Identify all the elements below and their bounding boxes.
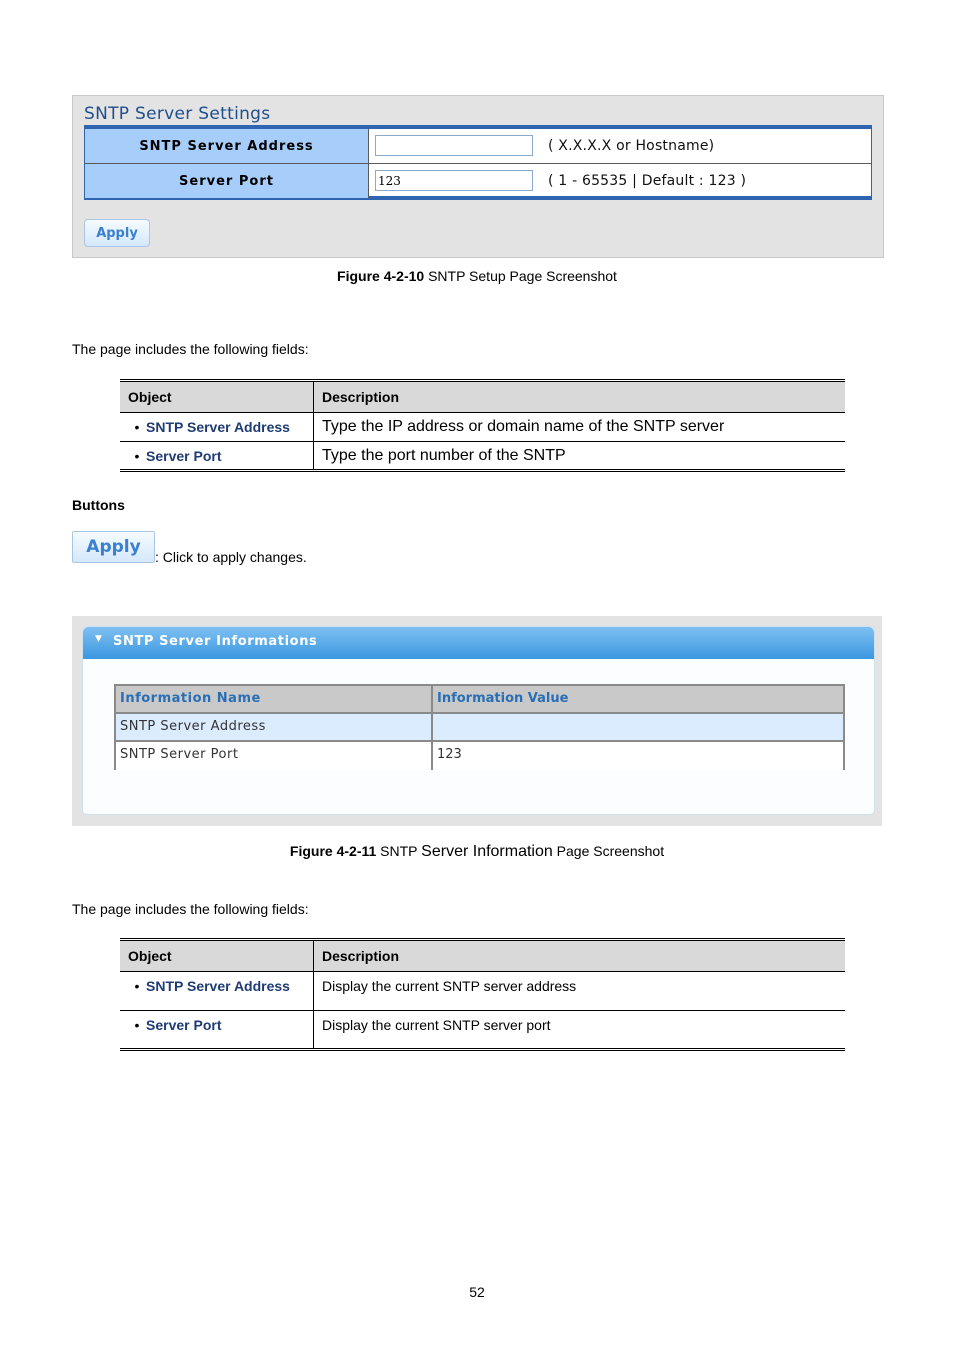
- bullet-icon: •: [134, 978, 140, 994]
- settings-table: [84, 125, 872, 200]
- server-port-input[interactable]: [375, 170, 533, 191]
- figure-caption-text: SNTP: [376, 843, 422, 859]
- bullet-icon: •: [134, 447, 140, 464]
- bullet-icon: •: [134, 1017, 140, 1033]
- info-value: [433, 714, 843, 740]
- object-description: Type the port number of the SNTP: [322, 446, 566, 464]
- table-row: [120, 442, 845, 471]
- table-row: [120, 972, 845, 1011]
- table-row: [116, 742, 843, 770]
- object-description: Type the IP address or domain name of the SNTP server: [314, 413, 846, 442]
- intro-paragraph: The page includes the following fields:: [72, 901, 309, 917]
- server-port-label: Server Port: [85, 164, 369, 198]
- object-name: Server Port: [146, 447, 222, 464]
- info-panel-header[interactable]: [83, 627, 874, 659]
- object-name: SNTP Server Address: [146, 419, 290, 435]
- server-address-input[interactable]: [375, 135, 533, 156]
- sntp-info-panel: [72, 616, 882, 826]
- table-row: [120, 1011, 845, 1050]
- info-panel-title: SNTP Server Informations: [113, 634, 318, 649]
- figure-number: Figure 4-2-11: [289, 843, 377, 859]
- table-row: [120, 413, 845, 442]
- figure-caption-2: [0, 843, 954, 861]
- column-header-info-value: Information Value: [437, 691, 569, 706]
- info-name: SNTP Server Port: [116, 742, 433, 770]
- figure-caption-text: Server Information: [421, 843, 553, 860]
- apply-button[interactable]: Apply: [84, 219, 150, 247]
- object-name: Server Port: [146, 1017, 222, 1033]
- object-description: Display the current SNTP server port: [322, 1017, 551, 1033]
- column-header-object: Object: [120, 940, 314, 972]
- buttons-heading: Buttons: [72, 497, 125, 513]
- column-header-object: Object: [120, 381, 314, 413]
- figure-caption-text: Page Screenshot: [552, 843, 665, 859]
- collapse-arrow-icon[interactable]: ▼: [95, 634, 103, 644]
- fields-table-info: [120, 938, 845, 1051]
- object-description: Display the current SNTP server address: [314, 972, 846, 1011]
- info-table-header: [116, 686, 843, 714]
- object-name: SNTP Server Address: [146, 978, 290, 994]
- info-name: SNTP Server Address: [116, 714, 433, 740]
- column-header-info-name: Information Name: [116, 686, 433, 712]
- info-table: [114, 684, 845, 770]
- settings-row-server-port: [85, 164, 871, 198]
- intro-paragraph: The page includes the following fields:: [72, 341, 309, 357]
- figure-caption-1: [0, 268, 954, 284]
- bullet-icon: •: [134, 419, 140, 435]
- apply-button-sample[interactable]: Apply: [72, 531, 155, 563]
- table-row: [116, 714, 843, 742]
- server-port-hint: ( 1 - 65535 | Default : 123 ): [548, 173, 747, 189]
- panel-title: SNTP Server Settings: [84, 104, 271, 124]
- figure-number: Figure 4-2-10: [337, 268, 425, 284]
- fields-table-setup: [120, 379, 845, 472]
- sntp-settings-panel: [72, 95, 884, 258]
- column-header-description: Description: [314, 940, 846, 972]
- info-value: 123: [437, 747, 462, 762]
- page-number: 52: [469, 1284, 485, 1300]
- server-address-label: SNTP Server Address: [85, 129, 369, 163]
- info-frame: [82, 626, 875, 815]
- apply-description: : Click to apply changes.: [155, 549, 307, 565]
- server-address-hint: ( X.X.X.X or Hostname): [548, 138, 715, 154]
- figure-caption-text: SNTP Setup Page Screenshot: [424, 268, 617, 284]
- settings-row-server-address: [85, 129, 871, 164]
- column-header-description: Description: [314, 381, 846, 413]
